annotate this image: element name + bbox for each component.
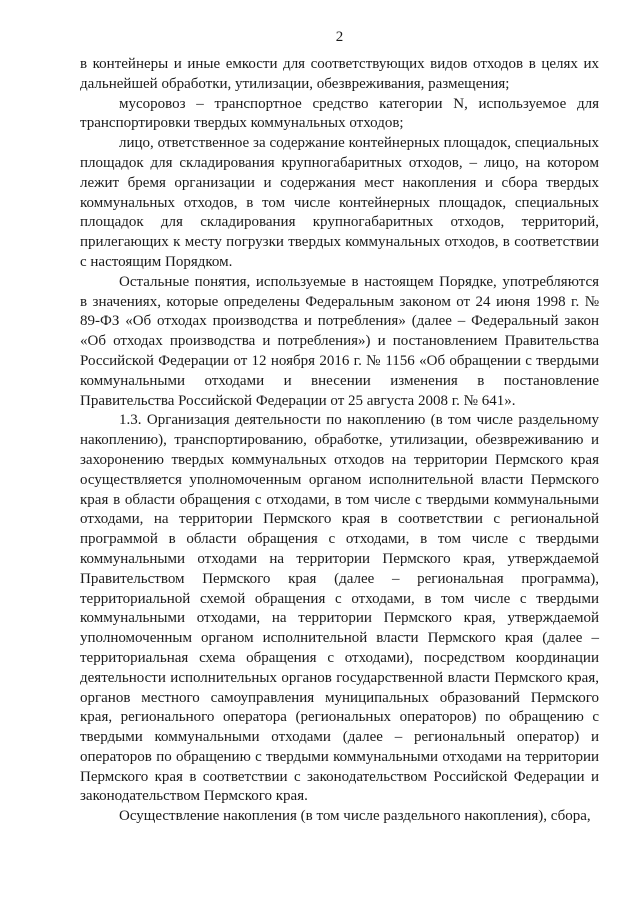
paragraph-other-terms: Остальные понятия, используемые в настоящем Порядке, употребляются в значениях, которые определены Федеральным законом от 24 июня 1998 г. № 89-ФЗ «Об отходах производства и потребления» (далее – Федеральный закон «Об отходах производства и потребления») и постановлением Правительства Российской Федерации от 12 ноября 2016 г. № 1156 «Об обращении с твердыми коммунальными отходами и внесении изменения в постановление Правительства Российской Федерации от 25 августа 2008 г. № 641».	[80, 273, 599, 409]
paragraph-continuation: в контейнеры и иные емкости для соответствующих видов отходов в целях их дальнейшей обработки, утилизации, обезвреживания, размещения;	[80, 56, 599, 92]
paragraph-garbage-truck-definition: мусоровоз – транспортное средство категории N, используемое для транспортировки твердых коммунальных отходов;	[80, 95, 599, 132]
paragraph-responsible-person-definition: лицо, ответственное за содержание контейнерных площадок, специальных площадок для складирования крупногабаритных отходов, – лицо, на котором лежит бремя организации и содержания мест накопления и сбора твердых коммунальных отходов, в том числе контейнерных площадок, специальных площадок для складирования крупногабаритных отходов, территорий, прилегающих к месту погрузки твердых коммунальных отходов, в соответствии с настоящим Порядком.	[80, 135, 599, 270]
document-page	[80, 28, 599, 827]
paragraph-accumulation-start: Осуществление накопления (в том числе раздельного накопления), сбора,	[119, 808, 591, 825]
page-number: 2	[335, 29, 344, 45]
paragraph-section-1-3: 1.3. Организация деятельности по накоплению (в том числе раздельному накоплению), транспортированию, обработке, утилизации, обезвреживанию и захоронению твердых коммунальных отходов на территории Пермского края осуществляется уполномоченным органом исполнительной власти Пермского края в области обращения с отходами, в том числе с твердыми коммунальными отходами, на территории Пермского края в соответствии с региональной программой в области обращения с отходами, в том числе с твердыми коммунальными отходами на территории Пермского края, утверждаемой Правительством Пермского края (далее – региональная программа), территориальной схемой обращения с отходами, в том числе с твердыми коммунальными отходами, на территории Пермского края, утверждаемой уполномоченным органом исполнительной власти Пермского края (далее – территориальная схема обращения с отходами), посредством координации деятельности исполнительных органов государственной власти Пермского края, органов местного самоуправления муниципальных образований Пермского края, регионального оператора (региональных операторов) по обращению с твердыми коммунальными отходами (далее – региональный оператор) и операторов по обращению с твердыми коммунальными отходами на территории Пермского края в соответствии с законодательством Российской Федерации и законодательством Пермского края.	[80, 412, 599, 805]
